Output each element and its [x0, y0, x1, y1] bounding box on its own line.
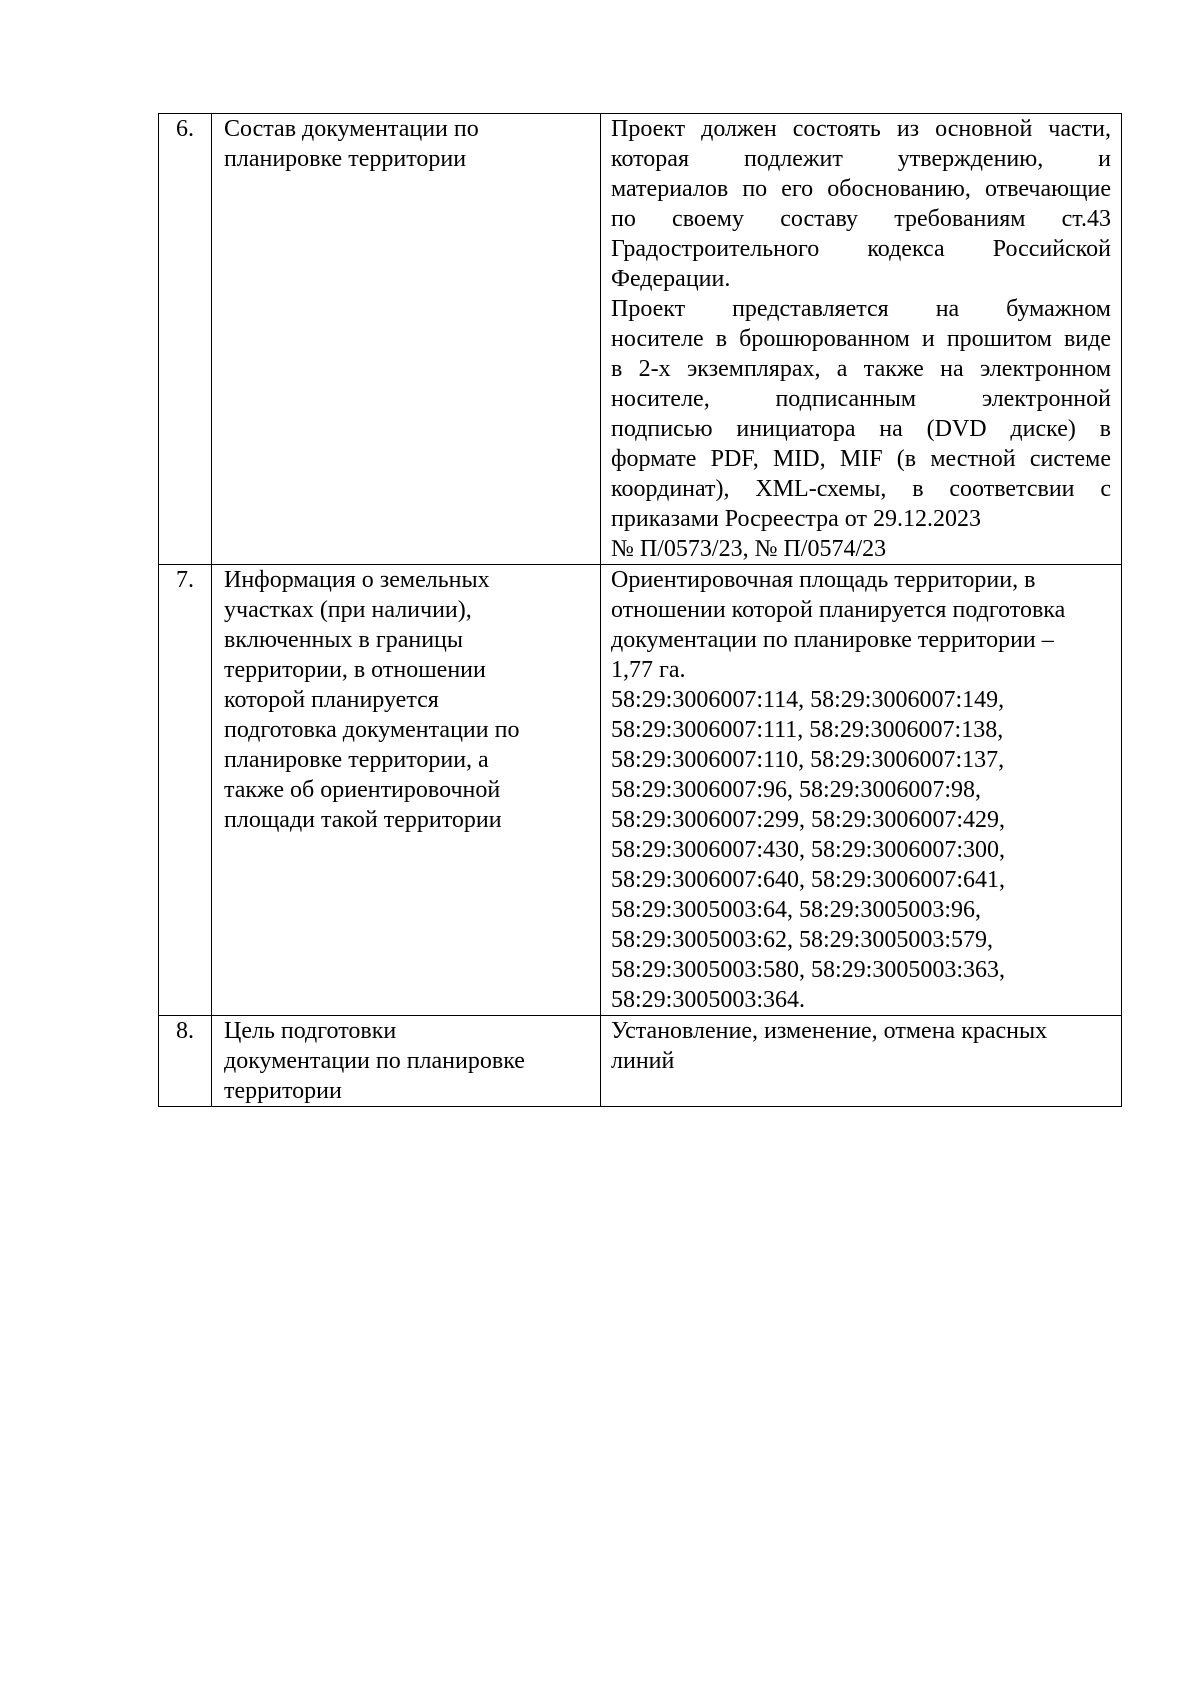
text-line: формате PDF, MID, MIF (в местной системе	[611, 446, 1111, 472]
text-line: материалов по его обоснованию, отвечающие	[611, 176, 1111, 202]
cadastral-numbers-line: 58:29:3006007:111, 58:29:3006007:138,	[611, 717, 1004, 743]
text-line: подготовка документации по	[224, 717, 520, 743]
text-line: территории	[224, 1078, 342, 1104]
specification-table	[158, 113, 1122, 1107]
cadastral-numbers-line: 58:29:3006007:110, 58:29:3006007:137,	[611, 747, 1005, 773]
cadastral-numbers-line: 58:29:3006007:96, 58:29:3006007:98,	[611, 777, 982, 803]
row-number: 7.	[159, 565, 212, 1016]
text-line: № П/0573/23, № П/0574/23	[611, 536, 887, 562]
value-cell	[601, 114, 1122, 565]
text-line: участках (при наличии),	[224, 597, 472, 623]
text-line: документации по планировке территории –	[611, 627, 1054, 653]
row-number: 8.	[159, 1016, 212, 1107]
text-line: территории, в отношении	[224, 657, 486, 683]
text-line: площади такой территории	[224, 807, 502, 833]
cadastral-numbers-line: 58:29:3005003:64, 58:29:3005003:96,	[611, 897, 982, 923]
text-line: планировке территории	[224, 146, 467, 172]
text-line: линий	[611, 1048, 675, 1074]
text-line: координат), XML-схемы, в соответсвии с	[611, 476, 1111, 502]
text-line: Информация о земельных	[224, 567, 490, 593]
text-line: 1,77 га.	[611, 657, 686, 683]
text-line: документации по планировке	[224, 1048, 525, 1074]
text-line: носителе в брошюрованном и прошитом виде	[611, 326, 1111, 352]
text-line: в 2-х экземплярах, а также на электронном	[611, 356, 1111, 382]
row-number: 6.	[159, 114, 212, 565]
table-row	[159, 565, 1122, 1016]
text-line: Цель подготовки	[224, 1018, 397, 1044]
text-line: по своему составу требованиям ст.43	[611, 206, 1111, 232]
text-line: планировке территории, а	[224, 747, 489, 773]
value-cell	[601, 1016, 1122, 1107]
cadastral-numbers-line: 58:29:3006007:430, 58:29:3006007:300,	[611, 837, 1006, 863]
value-cell	[601, 565, 1122, 1016]
cadastral-numbers-line: 58:29:3005003:580, 58:29:3005003:363,	[611, 957, 1006, 983]
text-line: включенных в границы	[224, 627, 464, 653]
cadastral-numbers-line: 58:29:3005003:62, 58:29:3005003:579,	[611, 927, 994, 953]
text-line: подписью инициатора на (DVD диске) в	[611, 416, 1111, 442]
cadastral-numbers-line: 58:29:3005003:364.	[611, 987, 806, 1013]
text-line: Федерации.	[611, 266, 731, 292]
text-line: Градостроительного кодекса Российской	[611, 236, 1111, 262]
text-line: Проект представляется на бумажном	[611, 296, 1111, 322]
text-line: также об ориентировочной	[224, 777, 501, 803]
text-line: носителе, подписанным электронной	[611, 386, 1111, 412]
text-line: отношении которой планируется подготовка	[611, 597, 1066, 623]
text-line: Состав документации по	[224, 116, 479, 142]
text-line: Установление, изменение, отмена красных	[611, 1018, 1048, 1044]
parameter-cell	[212, 565, 601, 1016]
text-line: которой планируется	[224, 687, 439, 713]
table-row	[159, 1016, 1122, 1107]
cadastral-numbers-line: 58:29:3006007:299, 58:29:3006007:429,	[611, 807, 1006, 833]
text-line: которая подлежит утверждению, и	[611, 146, 1111, 172]
parameter-cell	[212, 114, 601, 565]
text-line: Ориентировочная площадь территории, в	[611, 567, 1036, 593]
text-line: приказами Росреестра от 29.12.2023	[611, 506, 981, 532]
cadastral-numbers-line: 58:29:3006007:640, 58:29:3006007:641,	[611, 867, 1006, 893]
parameter-cell	[212, 1016, 601, 1107]
text-line: Проект должен состоять из основной части,	[611, 116, 1111, 142]
cadastral-numbers-line: 58:29:3006007:114, 58:29:3006007:149,	[611, 687, 1005, 713]
table-row	[159, 114, 1122, 565]
